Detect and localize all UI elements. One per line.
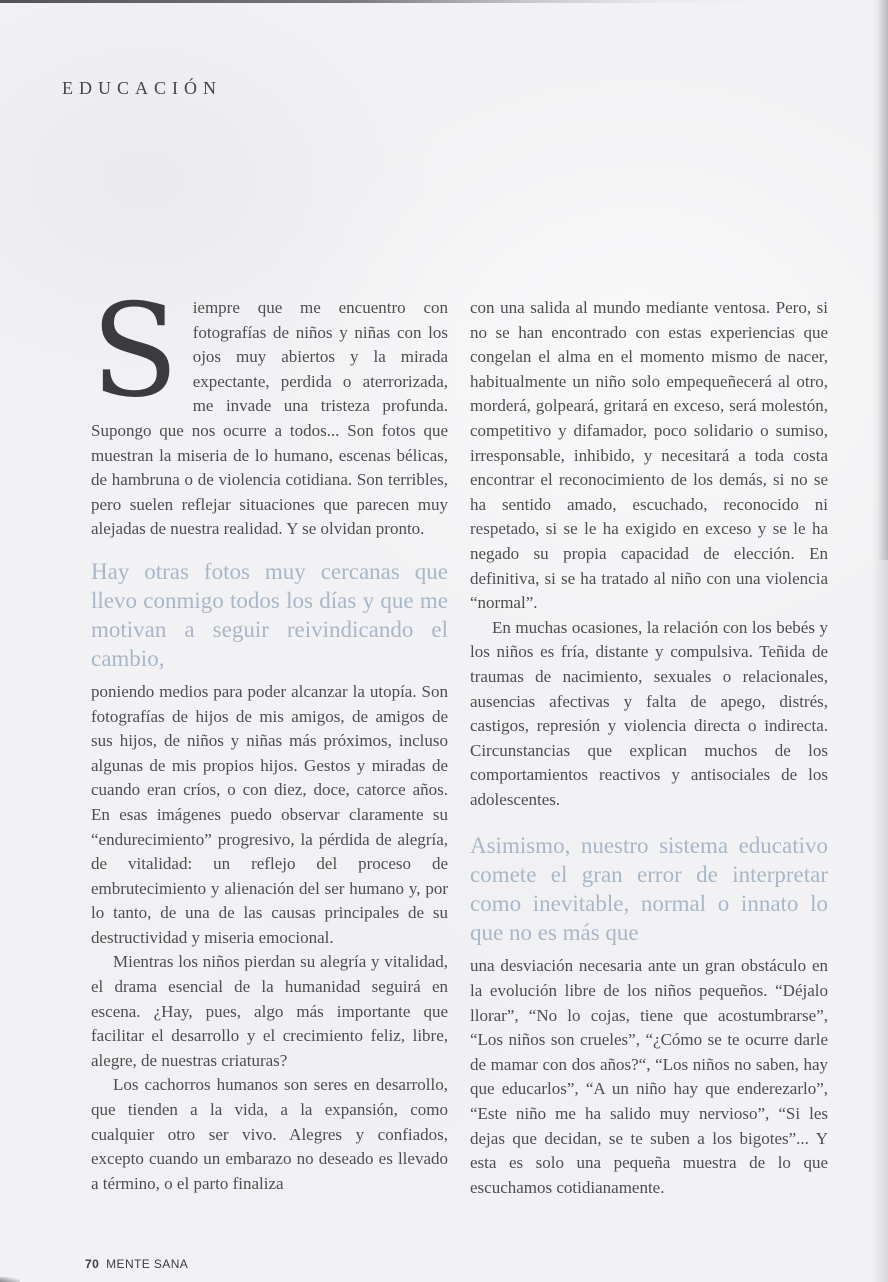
article-column-left xyxy=(91,296,448,1236)
paragraph-opening xyxy=(91,296,448,542)
page-footer xyxy=(85,1257,188,1271)
scan-top-edge xyxy=(0,0,888,3)
pull-quote-2: Asimismo, nuestro sistema educativo comete el gran error de interpretar como inevitable, normal o innato lo que no es más que xyxy=(470,833,828,946)
scan-bottom-left-mark xyxy=(0,1277,20,1282)
article-column-right xyxy=(470,296,828,1236)
paragraph-7: una desviación necesaria ante un gran obstáculo en la evolución libre de los niños pequeños. “Déjalo llorar”, “No lo cojas, tiene que acostumbrarse”, “Los niños son crueles”, “¿Cómo se te ocurre darle de mamar con dos años?“, “Los niños no saben, hay que educarlos”, “A un niño hay que enderezarlo”, “Este niño me ha salido muy nervioso”, “Si les dejas que decidan, se te suben a los bigotes”... Y esta es solo una pequeña muestra de lo que escuchamos cotidianamente. xyxy=(470,956,828,1197)
page-number: 70 xyxy=(85,1257,100,1271)
paragraph-opening-text: iempre que me encuentro con fotografías de niños y niñas con los ojos muy abiertos y la mirada expectante, perdida o aterrorizada, me invade una tristeza profunda. Supongo que nos ocurre a todos... Son fotos que muestran la miseria de lo humano, escenas bélicas, de hambruna o de violencia cotidiana. Son terribles, pero suelen reflejar situaciones que parecen muy alejadas de nuestra realidad. Y se olvidan pronto. xyxy=(91,298,448,539)
paragraph-5: con una salida al mundo mediante ventosa. Pero, si no se han encontrado con estas experiencias que congelan el alma en el momento mismo de nacer, habitualmente un niño solo empequeñecerá al otro, morderá, golpeará, gritará en exceso, será molestón, competitivo y difamador, poco solidario o sumiso, irresponsable, inhibido, y necesitará a toda costa encontrar el reconocimiento de los demás, si no se ha sentido amado, escuchado, reconocido ni respetado, si se le ha exigido en exceso y se le ha negado su propia capacidad de elección. En definitiva, si se ha tratado al niño con una violencia “normal”. xyxy=(470,298,828,613)
paragraph-3: Mientras los niños pierdan su alegría y vitalidad, el drama esencial de la humanidad seguirá en escena. ¿Hay, pues, algo más importante que facilitar el desarrollo y el crecimiento feliz, libre, alegre, de nuestras criaturas? xyxy=(91,952,448,1070)
magazine-name: MENTE SANA xyxy=(106,1257,189,1271)
drop-cap: S xyxy=(91,296,179,426)
paragraph-4: Los cachorros humanos son seres en desarrollo, que tienden a la vida, a la expansión, como cualquier otro ser vivo. Alegres y confiados, excepto cuando un embarazo no deseado es llevado a término, o el parto finaliza xyxy=(91,1075,448,1193)
section-label: EDUCACIÓN xyxy=(62,78,222,98)
paragraph-2: poniendo medios para poder alcanzar la utopía. Son fotografías de hijos de mis amigos, de amigos de sus hijos, de niños y niñas más próximos, incluso algunas de mis propios hijos. Gestos y miradas de cuando eran críos, o con diez, doce, catorce años. En esas imágenes puedo observar claramente su “endurecimiento” progresivo, la pérdida de alegría, de vitalidad: un reflejo del proceso de embrutecimiento y alienación del ser humano y, por lo tanto, de una de las causas principales de su destructividad y miseria emocional. xyxy=(91,681,448,947)
pull-quote-1: Hay otras fotos muy cercanas que llevo conmigo todos los días y que me motivan a seguir reivindicando el cambio, xyxy=(91,558,448,671)
paragraph-6: En muchas ocasiones, la relación con los bebés y los niños es fría, distante y compulsiva. Teñida de traumas de nacimiento, sexuales o relacionales, ausencias afectivas y falta de apego, distrés, castigos, represión y violencia directa o indirecta. Circunstancias que explican muchos de los comportamientos reactivos y antisociales de los adolescentes. xyxy=(470,617,828,809)
scan-right-top-shadow xyxy=(878,0,888,560)
